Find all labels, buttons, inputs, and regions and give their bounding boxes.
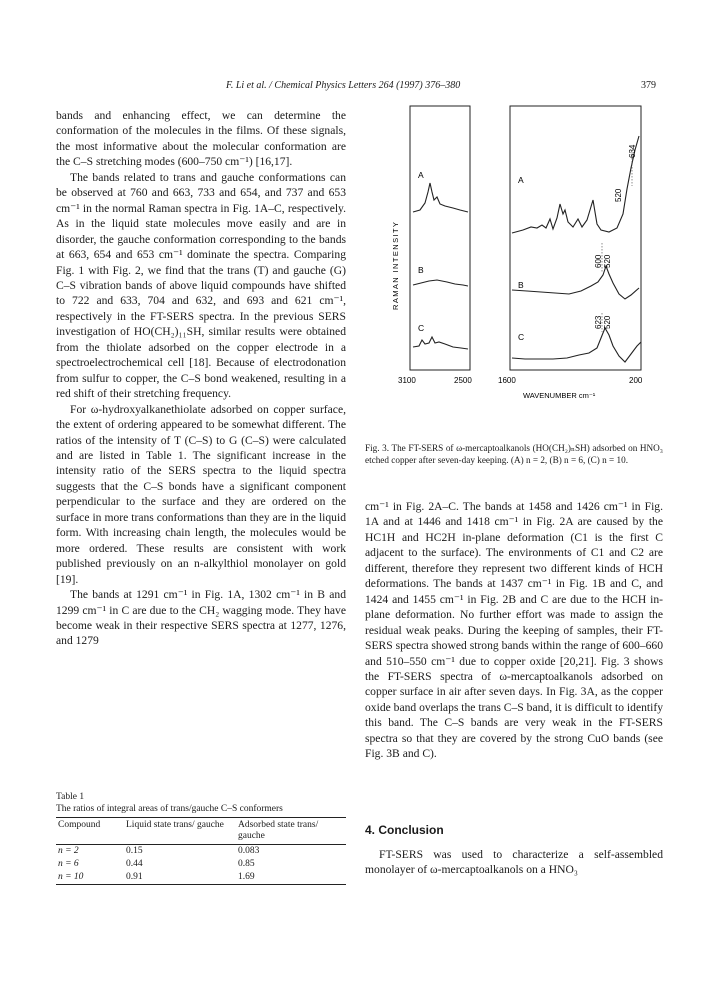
table-cell: n = 2 (58, 846, 79, 856)
paragraph: bands and enhancing effect, we can determine the conformation of the molecules in the films. Of these signals, the most informative about the molecular conformation are the C–S stretching modes (600–750 cm⁻¹) [16,17]. (56, 109, 346, 169)
page-number: 379 (641, 80, 656, 91)
spectrum-b-left (413, 280, 468, 286)
table-cell: 0.44 (126, 859, 143, 869)
table-cell: n = 6 (58, 859, 79, 869)
table-cell: 0.083 (238, 846, 260, 856)
y-axis-label: RAMAN INTENSITY (391, 220, 400, 310)
paragraph: For ω-hydroxyalkanethiolate adsorbed on copper surface, the extent of ordering appeared to be somewhat different. The ratios of the intensity of T (C–S) to G (C–S) were calculated and are listed in Table 1. The significant increase in the intensity ratio of the SERS spectra to the liquid spectra suggests that the C–S bonds have a significant component perpendicular to the surface and they are ordered on the surface in more trans conformations than they are in the liquid form. With increasing chain length, the molecules would be more ordered. These results are consistent with work published previously on an n-alkylthiol monolayer on gold [19]. (56, 402, 346, 586)
table-row (56, 845, 346, 859)
spectrum-b-right (512, 266, 639, 299)
table-row (56, 871, 346, 885)
section-heading: 4. Conclusion (365, 823, 444, 837)
table-label: Table 1 (56, 792, 85, 802)
table-header: Adsorbed state trans/ gauche (238, 820, 319, 841)
spectra-plot (365, 100, 665, 440)
x-tick-2500: 2500 (454, 376, 472, 385)
peak-label-623: 623 (594, 315, 603, 329)
table-cell: 1.69 (238, 872, 255, 882)
paragraph: FT-SERS was used to characterize a self-assembled monolayer of ω-mercaptoalkanols on a HNO₃ (365, 848, 663, 877)
running-head: F. Li et al. / Chemical Physics Letters 264 (1997) 376–380 (226, 80, 461, 91)
spectrum-a-right (512, 136, 639, 233)
panel-label-b-right: B (518, 280, 524, 290)
paragraph: The bands at 1291 cm⁻¹ in Fig. 1A, 1302 cm⁻¹ in B and 1299 cm⁻¹ in C are due to the CH₂ wagging mode. They have become weak in their respective SERS spectra at 1277, 1276, and 1279 (56, 588, 346, 648)
peak-label-520-b: 520 (603, 254, 612, 268)
table-header: Compound (58, 820, 101, 830)
table-cell: 0.91 (126, 872, 143, 882)
table-header-row (56, 818, 346, 845)
table-caption: The ratios of integral areas of trans/gauche C–S conformers (56, 804, 283, 814)
peak-label-634: 634 (628, 144, 637, 158)
panel-label-a-left: A (418, 170, 424, 180)
spectrum-c-right (512, 328, 641, 362)
panel-label-b-left: B (418, 265, 424, 275)
spectrum-a-left (413, 183, 468, 212)
right-column-conclusion (365, 847, 663, 878)
right-panel-frame (510, 106, 641, 370)
x-axis-label: WAVENUMBER cm⁻¹ (523, 391, 596, 400)
peak-label-520-c: 520 (603, 315, 612, 329)
figure-caption: Fig. 3. The FT-SERS of ω-mercaptoalkanols (HO(CH₂)ₙSH) adsorbed on HNO₃ etched copper after seven-day keeping. (A) n = 2, (B) n = 6, (C) n = 10. (365, 443, 663, 465)
table-header: Liquid state trans/ gauche (126, 820, 224, 830)
x-tick-1600: 1600 (498, 376, 516, 385)
panel-label-c-left: C (418, 323, 425, 333)
ratio-table (56, 817, 346, 885)
table-cell: 0.85 (238, 859, 255, 869)
table-1 (56, 791, 346, 885)
figure-3 (365, 100, 665, 440)
x-tick-200: 200 (629, 376, 643, 385)
left-column (56, 108, 346, 649)
spectrum-c-left (413, 337, 468, 349)
paragraph: cm⁻¹ in Fig. 2A–C. The bands at 1458 and 1426 cm⁻¹ in Fig. 1A and at 1446 and 1418 cm⁻¹ in Fig. 2A are caused by the HC1H and HC2H in-plane deformation (C1 is the first C adjacent to the surface). The environments of C1 and C2 are different, therefore they represent two different kinds of HCH deformations. The bands at 1437 cm⁻¹ in Fig. 1B and C, and 1424 and 1455 cm⁻¹ in Fig. 2B and C are due to the HCH in-plane deformation. No further effort was made to assign the residual weak peaks. During the keeping of samples, their FT-SERS spectra showed strong bands within the range of 600–660 and 510–550 cm⁻¹ due to copper oxide [20,21]. Fig. 3 shows the FT-SERS spectra of ω-mercaptoalkanols adsorbed on copper surface in air after seven days. In Fig. 3A, as the copper oxide band overlaps the trans C–S band, it is difficult to identify this band. The C–S bands are very weak in the FT-SERS spectra so that they are covered by the strong CuO bands (see Fig. 3B and C). (365, 500, 663, 761)
peak-label-520-a: 520 (614, 188, 623, 202)
right-column (365, 499, 663, 762)
paragraph: The bands related to trans and gauche conformations can be observed at 760 and 663, 733 and 654, and 737 and 653 cm⁻¹ in the normal Raman spectra in Fig. 1A–C, respectively. As in the liquid state molecules move easily and are in disorder, the gauche conformation corresponding to the bands at 663, 654 and 653 cm⁻¹ dominate the spectra. Comparing Fig. 1 with Fig. 2, we find that the trans (T) and gauche (G) C–S vibration bands of above liquid compounds have shifted to 722 and 633, 704 and 632, and 693 and 621 cm⁻¹, respectively in the FT-SERS spectra. In the previous SERS investigation of HO(CH₂)₁₁SH, similar results were obtained from the thiolate adsorbed on the copper electrode in a spectroelectrochemical cell [18]. Because of electrodonation from sulfur to copper, the C–S bond weakened, resulting in a red shift of their stretching frequency. (56, 170, 346, 401)
table-cell: n = 10 (58, 872, 84, 882)
table-row (56, 858, 346, 871)
panel-label-a-right: A (518, 175, 524, 185)
panel-label-c-right: C (518, 332, 525, 342)
peak-label-600: 600 (594, 254, 603, 268)
x-tick-3100: 3100 (398, 376, 416, 385)
table-cell: 0.15 (126, 846, 143, 856)
